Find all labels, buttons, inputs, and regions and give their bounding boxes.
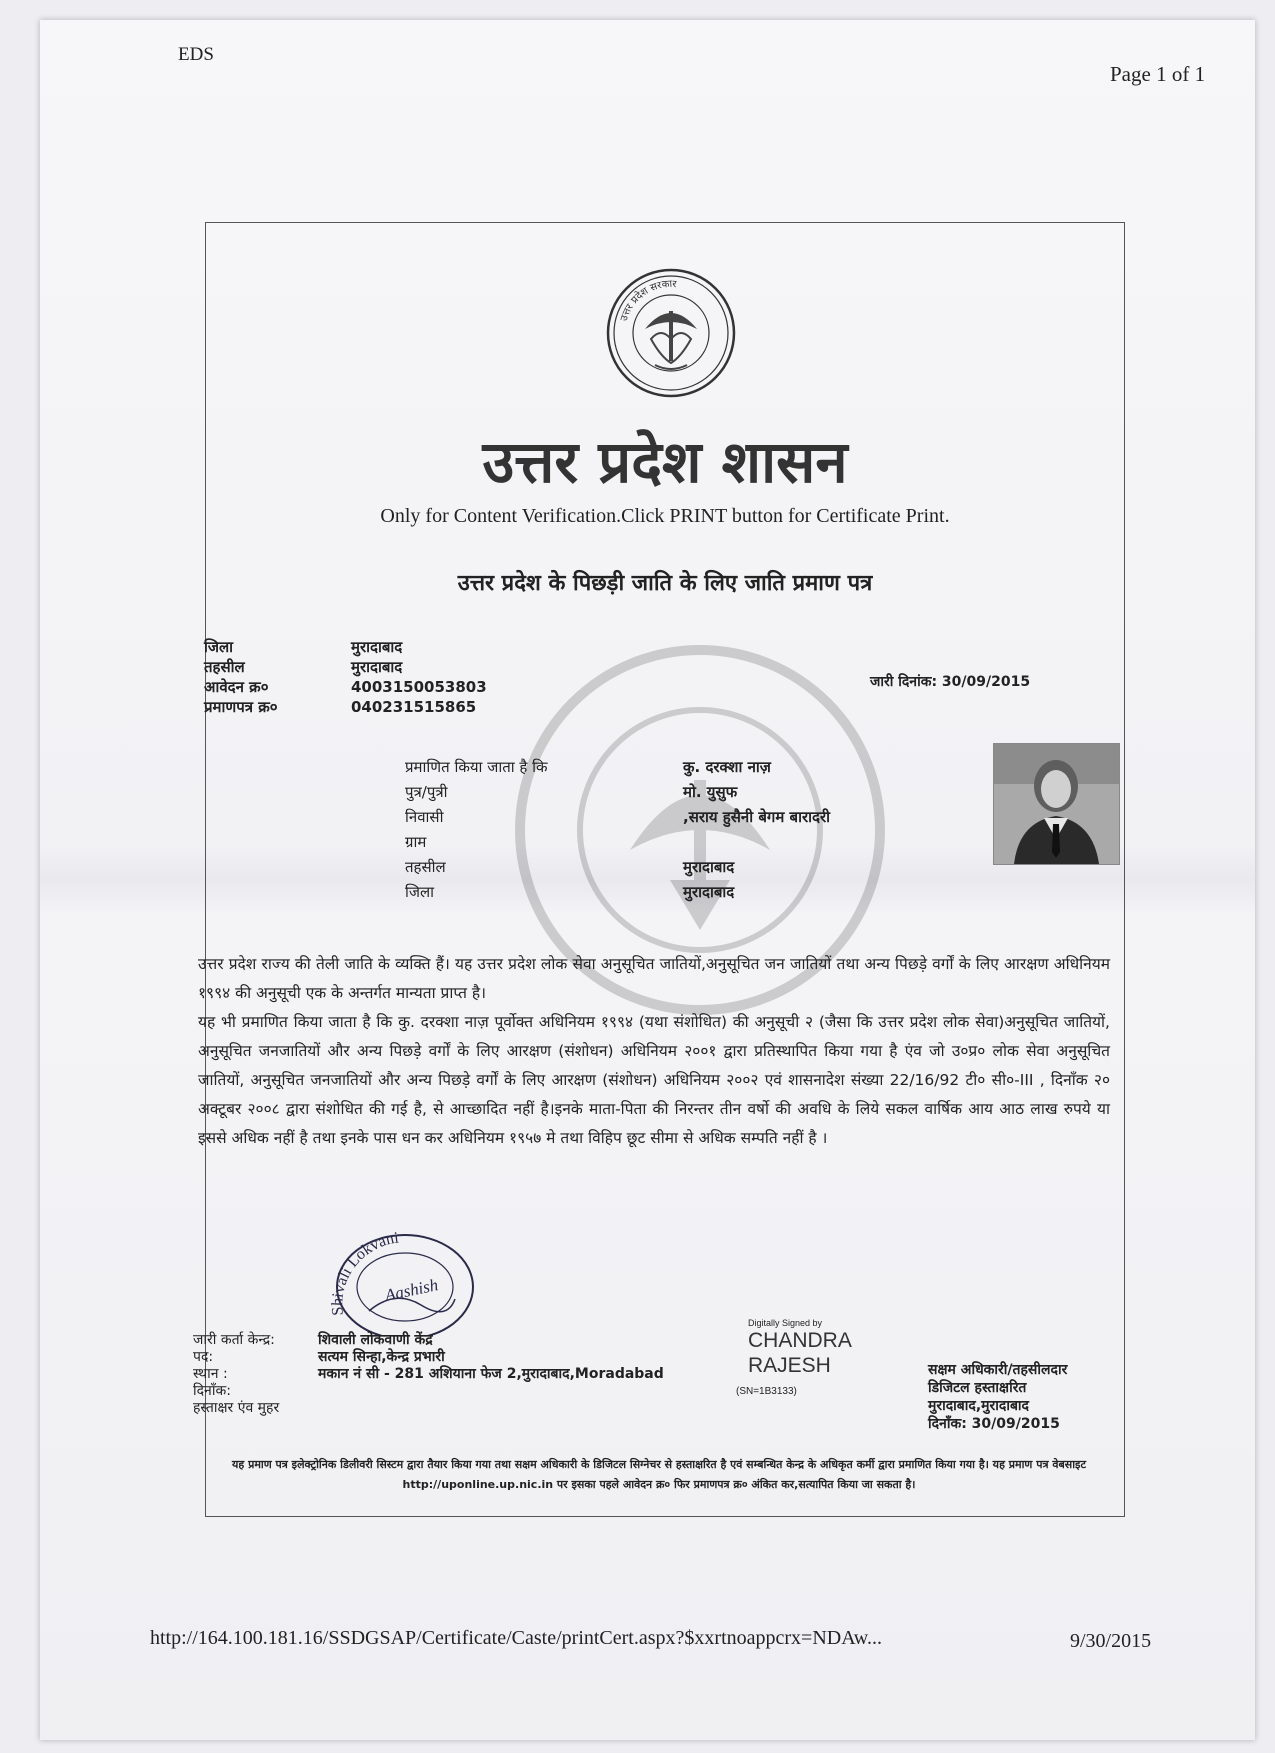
meta-label: तहसील bbox=[204, 658, 245, 676]
officer-line: मुरादाबाद,मुरादाबाद bbox=[928, 1398, 1029, 1414]
detail-label: जिला bbox=[405, 883, 435, 901]
meta-label: आवेदन क्र० bbox=[204, 678, 269, 696]
detail-label: निवासी bbox=[405, 808, 444, 826]
print-date: 9/30/2015 bbox=[1070, 1630, 1152, 1652]
issue-date: जारी दिनांक: 30/09/2015 bbox=[870, 674, 1031, 690]
issuer-row bbox=[193, 1366, 664, 1383]
signer-name-line2: RAJESH bbox=[748, 1354, 831, 1377]
body-paragraph-2: यह भी प्रमाणित किया जाता है कि कु. दरक्शा नाज़ पूर्वोक्त अधिनियम १९९४ (यथा संशोधित) की अनुसूची २ (जैसा कि उत्तर प्रदेश लोक सेवा)अनुसूचित जातियों, अनुसूचित जनजातियों और अन्य पिछड़े वर्गों के लिए आरक्षण (संशोधन) अधिनियम २००१ द्वारा प्रतिस्थापित किया गया है एंव जो उ०प्र० लोक सेवा अनुसूचित जातियों, अनुसूचित जनजातियों और अन्य पिछड़े वर्गों के लिए आरक्षण (संशोधन) अधिनियम २००२ एवं शासनादेश संख्या 22/16/92 टी० सी०-III , दिनाँक २० अक्टूबर २००८ द्वारा संशोधित की गई है, से आच्छादित नहीं है।इनके माता-पिता की निरन्तर तीन वर्षो की अवधि के लिये सकल वार्षिक आय आठ लाख रुपये या इससे अधिक नहीं है तथा इनके पास धन कर अधिनियम १९५७ मे तथा विहिप छूट सीमा से अधिक सम्पति नहीं है । bbox=[198, 1013, 1110, 1147]
issuer-block bbox=[193, 1332, 664, 1417]
meta-value: मुरादाबाद bbox=[351, 658, 403, 676]
detail-label: प्रमाणित किया जाता है कि bbox=[405, 758, 548, 776]
print-url: http://164.100.181.16/SSDGSAP/Certificate/Caste/printCert.aspx?$xxrtnoappcrx=NDAw... bbox=[150, 1627, 882, 1649]
detail-value: कु. दरक्शा नाज़ bbox=[683, 758, 771, 776]
meta-row-certificate-no bbox=[204, 697, 487, 717]
issuer-value: सत्यम सिन्हा,केन्द्र प्रभारी bbox=[318, 1349, 445, 1365]
signature-serial: (SN=1B3133) bbox=[736, 1386, 797, 1397]
emblem-ring-text: उत्तर प्रदेश सरकार bbox=[618, 278, 677, 323]
detail-value: ,सराय हुसैनी बेगम बारादरी bbox=[683, 808, 830, 826]
issuer-label: स्थान : bbox=[193, 1366, 228, 1382]
certificate-body bbox=[198, 950, 1110, 1153]
issuer-label: पद: bbox=[193, 1349, 214, 1365]
officer-line: दिनाँक: 30/09/2015 bbox=[928, 1416, 1060, 1432]
certificate-meta bbox=[204, 637, 487, 717]
stamp-signature: Aashish bbox=[383, 1275, 440, 1305]
signer-name-line1: CHANDRA bbox=[748, 1329, 852, 1352]
government-title: उत्तर प्रदेश शासन bbox=[482, 428, 848, 496]
officer-block bbox=[928, 1361, 1067, 1433]
detail-value: मुरादाबाद bbox=[683, 858, 735, 876]
detail-label: तहसील bbox=[405, 858, 446, 876]
issuer-row bbox=[193, 1349, 664, 1366]
verification-note: Only for Content Verification.Click PRINT button for Certificate Print. bbox=[380, 505, 950, 527]
stamp-ring-text: Shivali Lokvani bbox=[329, 1229, 400, 1317]
body-paragraph-1: उत्तर प्रदेश राज्य की तेली जाति के व्यक्ति हैं। यह उत्तर प्रदेश लोक सेवा अनुसूचित जातियों,अनुसूचित जन जातियों तथा अन्य पिछड़े वर्गों के लिए आरक्षण अधिनियम १९९४ की अनुसूची एक के अन्तर्गत मान्यता प्राप्त है। bbox=[198, 955, 1110, 1002]
officer-line: डिजिटल हस्ताक्षरित bbox=[928, 1380, 1027, 1396]
meta-row-tehsil bbox=[204, 657, 487, 677]
eds-mark: EDS bbox=[178, 44, 214, 65]
meta-row-application-no bbox=[204, 677, 487, 697]
detail-label: पुत्र/पुत्री bbox=[405, 783, 448, 801]
issuer-row bbox=[193, 1400, 664, 1417]
digital-signature bbox=[736, 1318, 852, 1397]
detail-value: मो. युसुफ bbox=[683, 783, 738, 801]
meta-value: मुरादाबाद bbox=[351, 638, 403, 656]
issuer-label: हस्ताक्षर एंव मुहर bbox=[193, 1400, 280, 1416]
meta-label: जिला bbox=[204, 638, 234, 656]
meta-value: 4003150053803 bbox=[351, 678, 487, 696]
officer-line: सक्षम अधिकारी/तहसीलदार bbox=[928, 1362, 1068, 1378]
certificate-title: उत्तर प्रदेश के पिछड़ी जाति के लिए जाति प्रमाण पत्र bbox=[457, 571, 873, 596]
issuer-label: जारी कर्ता केन्द्र: bbox=[193, 1332, 275, 1348]
applicant-photo bbox=[993, 743, 1120, 865]
issuer-label: दिनाँक: bbox=[193, 1383, 231, 1399]
issuer-value: मकान नं सी - 281 अशियाना फेज 2,मुरादाबाद,Moradabad bbox=[318, 1366, 664, 1382]
up-government-emblem bbox=[605, 267, 737, 399]
issuer-row bbox=[193, 1332, 664, 1349]
page-number: Page 1 of 1 bbox=[1110, 62, 1206, 86]
issuer-row bbox=[193, 1383, 664, 1400]
meta-row-district bbox=[204, 637, 487, 657]
digital-signature-caption: Digitally Signed by bbox=[748, 1318, 823, 1328]
detail-value: मुरादाबाद bbox=[683, 883, 735, 901]
detail-label: ग्राम bbox=[405, 833, 427, 851]
meta-label: प्रमाणपत्र क्र० bbox=[204, 698, 278, 716]
disclaimer-text: यह प्रमाण पत्र इलेक्ट्रोनिक डिलीवरी सिस्टम द्वारा तैयार किया गया तथा सक्षम अधिकारी के डिजिटल सिग्नेचर से हस्ताक्षरित है एवं सम्बन्धित केन्द्र के अधिकृत कर्मी द्वारा प्रमाणित किया गया है। यह प्रमाण पत्र वेबसाइट http://uponline.up.nic.in पर इसका पहले आवेदन क्र० फिर प्रमाणपत्र क्र० अंकित कर,सत्यापित किया जा सकता है। bbox=[232, 1458, 1086, 1491]
issuer-value: शिवाली लोकवाणी केंद्र bbox=[318, 1332, 433, 1348]
center-stamp bbox=[325, 1215, 485, 1335]
meta-value: 040231515865 bbox=[351, 698, 477, 716]
